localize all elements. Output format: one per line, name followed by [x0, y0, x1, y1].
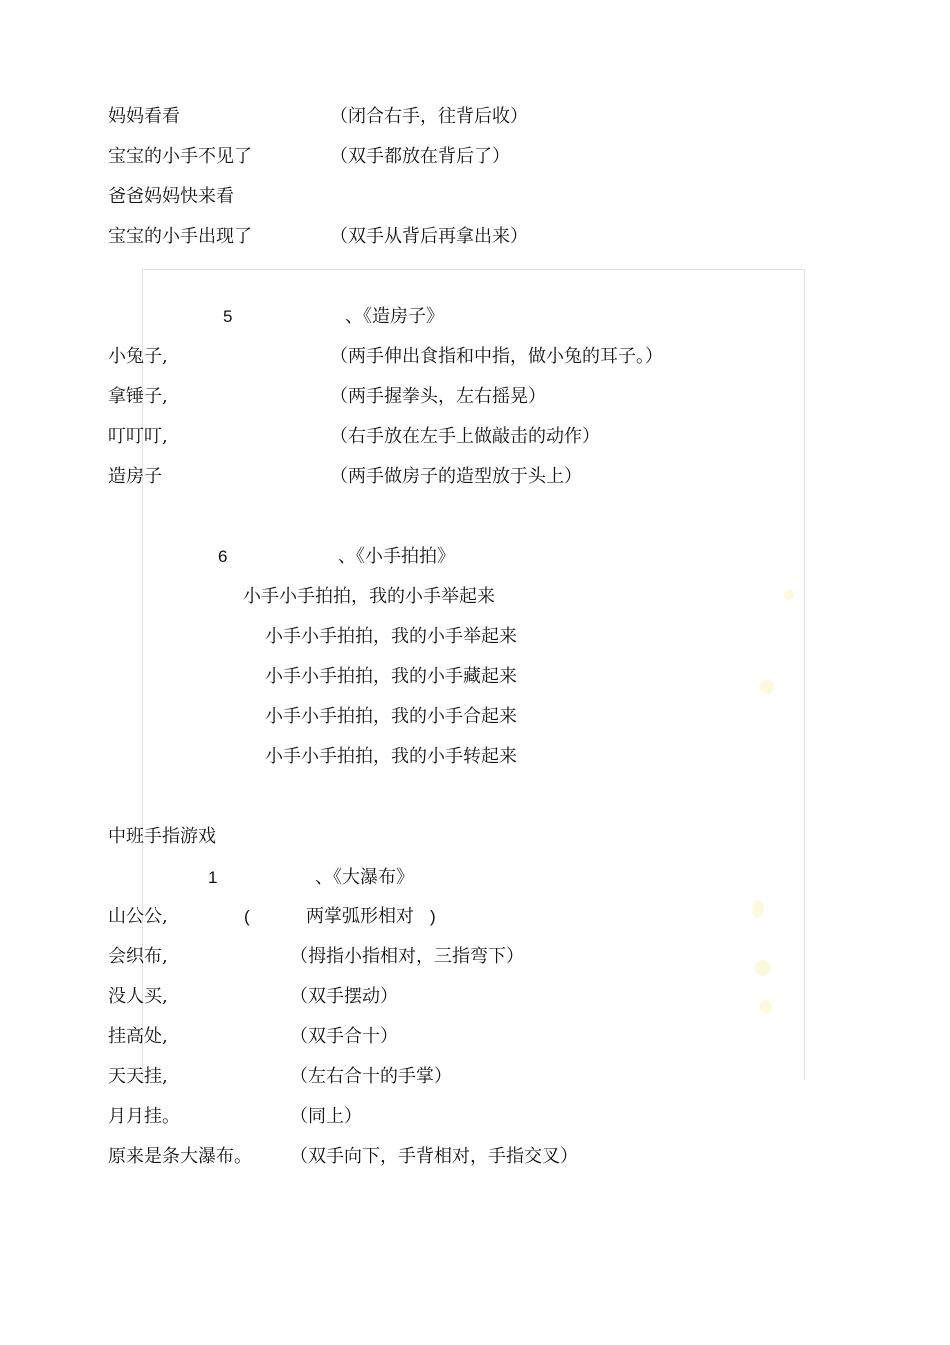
line-right: （同上）	[290, 1106, 362, 1127]
line-left: 没人买,	[108, 986, 168, 1007]
line-left: 造房子	[108, 466, 162, 487]
line-left: 宝宝的小手出现了	[108, 226, 252, 247]
line-left: 叮叮叮,	[108, 426, 168, 447]
song-line: 小手小手拍拍，我的小手藏起来	[265, 666, 517, 687]
line-right: （两手做房子的造型放于头上）	[330, 466, 582, 487]
line-left: 妈妈看看	[108, 106, 180, 127]
section-title: 、《小手拍拍》	[338, 546, 455, 567]
line-right: （两手握拳头，左右摇晃）	[330, 386, 546, 407]
scan-speck	[755, 960, 771, 976]
line-right: 两掌弧形相对	[306, 906, 414, 927]
line-left: 天天挂,	[108, 1066, 168, 1087]
line-right: （双手向下，手背相对，手指交叉）	[290, 1146, 578, 1167]
section-number: 6	[218, 547, 228, 566]
section-title: 、《造房子》	[345, 306, 444, 327]
line-right: （拇指小指相对，三指弯下）	[290, 946, 524, 967]
paren-open: (	[244, 907, 250, 926]
song-line: 小手小手拍拍，我的小手转起来	[265, 746, 517, 767]
line-right: （双手都放在背后了）	[330, 146, 510, 167]
section-heading: 中班手指游戏	[108, 826, 216, 847]
line-right: （右手放在左手上做敲击的动作）	[330, 426, 600, 447]
section-number: 5	[223, 307, 233, 326]
section-title: 、《大瀑布》	[315, 867, 414, 888]
line-left: 原来是条大瀑布。	[108, 1146, 252, 1167]
song-line: 小手小手拍拍，我的小手举起来	[265, 626, 517, 647]
line-left: 山公公,	[108, 906, 168, 927]
scan-speck	[760, 680, 774, 694]
line-left: 小兔子,	[108, 346, 168, 367]
line-left: 拿锤子,	[108, 386, 168, 407]
section-number: 1	[208, 868, 218, 887]
line-right: （两手伸出食指和中指，做小兔的耳子。）	[330, 346, 663, 367]
line-left: 会织布,	[108, 946, 168, 967]
line-right: （左右合十的手掌）	[290, 1066, 452, 1087]
paren-close: )	[430, 907, 436, 926]
line-right: （双手合十）	[290, 1026, 398, 1047]
line-right: （双手从背后再拿出来）	[330, 226, 528, 247]
line-left: 宝宝的小手不见了	[108, 146, 252, 167]
line-left: 挂高处,	[108, 1026, 168, 1047]
scan-speck	[784, 590, 794, 600]
scan-speck	[760, 1000, 772, 1014]
scan-speck	[752, 900, 764, 918]
song-line: 小手小手拍拍，我的小手合起来	[265, 706, 517, 727]
line-right: （双手摆动）	[290, 986, 398, 1007]
line-left: 月月挂。	[108, 1106, 180, 1127]
line-left: 爸爸妈妈快来看	[108, 186, 234, 207]
line-right: （闭合右手，往背后收）	[330, 106, 528, 127]
song-line: 小手小手拍拍，我的小手举起来	[243, 586, 495, 607]
